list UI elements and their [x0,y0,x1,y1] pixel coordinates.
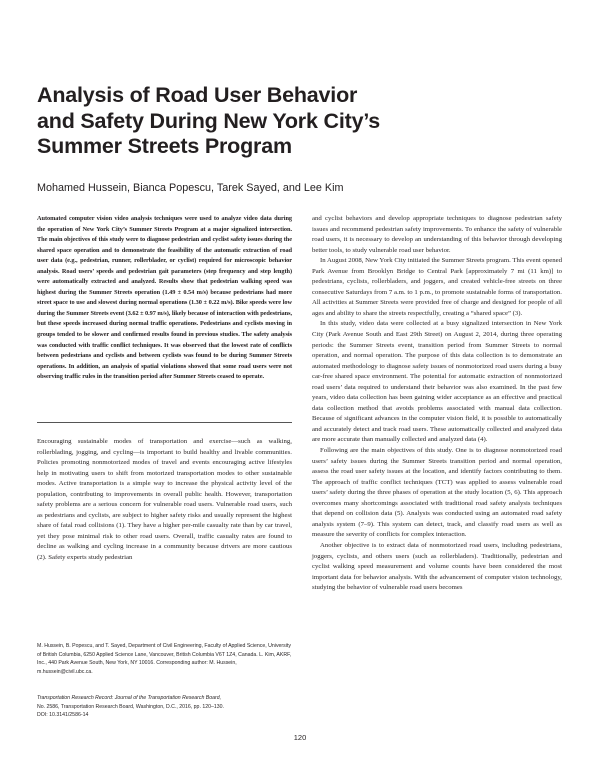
page-number: 120 [293,733,307,742]
abstract: Automated computer vision video analysis techniques were used to analyze video data during the operation of New York City’s Summer Streets Program at a major signalized intersection. The main objectives of this study were to diagnose pedestrian and cyclist safety issues during the shared space operation and to demonstrate the feasibility of the automatic extraction of road user data (e.g., pedestrian, runner, rollerblader, or cyclist) required for microscopic behavior analysis. Road users’ speeds and pedestrian gait parameters (step frequency and step length) were automatically extracted and analyzed. Results show that pedestrian walking speed was highest during the Summer Streets operation (1.49 ± 0.54 m/s) because pedestrians had more street space to use and slowest during normal operations (1.30 ± 0.22 m/s). Bike speeds were low during the Summer Streets event (3.62 ± 0.97 m/s), likely because of interaction with pedestrians, but these speeds increased during normal traffic operations. Pedestrians and cyclists moving in groups tended to be slower and confirmed results found in previous studies. The safety analysis was conducted with traffic conflict techniques. It was observed that the lowest rate of conflicts between pedestrians and cyclists and between cyclists was found to be during Summer Streets operations. In addition, an analysis of spatial violations showed that some road users were not observing traffic rules in the transition period after Summer Streets ceased to operate. [37,215,292,381]
journal-details: No. 2586, Transportation Research Board, Washington, D.C., 2016, pp. 120–130. [37,703,224,710]
intro-paragraph: Encouraging sustainable modes of transportation and exercise—such as walking, rollerblading, jogging, and cycling—is important to build healthy and livable communities. Policies promoting nonmotorized modes of travel and events encouraging active lifestyles help in motivating users to shift from motorized transportation modes to other sustainable modes. Active transportation is a simple way to increase the physical activity level of the population, contributing to improvements in overall public health. However, transportation safety problems are a serious concern for vulnerable road users. Vulnerable road users, such as pedestrians and cyclists, are subject to higher safety risks and usually represent the highest share of fatal road collisions (1). They have a higher per-mile casualty rate than by car travel, yet they pose minimal risk to other road users. Overall, traffic casualty rates are found to decline as walking and cycling increase in a community because drivers are more cautious (2). Safety experts study pedestrian [37,438,292,562]
body-paragraph: and cyclist behaviors and develop appropriate techniques to diagnose pedestrian safety issues and recommend pedestrian safety improvements. To enhance the safety of vulnerable road users, it is necessary to develop an understanding of this behavior through developing better tools, to study vulnerable road user behavior. [312,215,562,254]
title-line: and Safety During New York City’s [37,108,381,133]
journal-citation [37,694,292,720]
journal-title: Transportation Research Record: Journal of the Transportation Research Board, [37,695,222,701]
title-line: Summer Streets Program [37,134,292,158]
body-paragraph: Following are the main objectives of this study. One is to diagnose nonmotorized road users’ safety issues during the Summer Streets transition period and normal operation, assess the road user safety issues at the location, and identify factors contributing to them. The approach of traffic conflict techniques (TCT) was applied to assess vulnerable road users’ safety during the three phases of operation at the study location (5, 6). This approach overcomes many shortcomings associated with traditional road safety analysis techniques that depend on collision data (5). Analysis was conducted using an automated road safety analysis system (7–9). This system can detect, track, and classify road users as well as measure the severity of conflicts for complex interaction. [312,447,562,539]
body-paragraph: In August 2008, New York City initiated the Summer Streets program. This event opened Park Avenue from Brooklyn Bridge to Central Park [approximately 7 mi (11 km)] to pedestrians, cyclists, rollerbladers, and joggers, and created vehicle-free streets on three consecutive Saturdays from 7 a.m. to 1 p.m., to promote sustainable forms of transportation. All activities at Summer Streets were provided free of charge and designed for people of all ages and ability to share the streets respectfully, creating a “shared space” (3). [312,257,562,317]
author-affiliation-footnote: M. Hussein, B. Popescu, and T. Sayed, Department of Civil Engineering, Faculty of Applied Science, University of British Columbia, 6250 Applied Science Lane, Vancouver, British Columbia V6T 1Z4, Canada. L. Kim, AKRF, Inc., 440 Park Avenue South, New York, NY 10016. Corresponding author: M. Hussein, m.hussein@civil.ubc.ca. [37,643,292,675]
author-list: Mohamed Hussein, Bianca Popescu, Tarek Sayed, and Lee Kim [37,182,344,194]
body-paragraph: In this study, video data were collected at a busy signalized intersection in New York City (Park Avenue South and East 29th Street) on August 2, 2014, during three operating periods: the Summer Streets event, transition period from Summer Streets to normal operation, and normal operation. The purpose of this data collection is to demonstrate an automated methodology to diagnose safety issues of nonmotorized road users during a busy car-free shared space environment. The potential for automatic extraction of nonmotorized road users’ data required to understand their behavior was also examined. In the past few years, video data collection has been gaining wider acceptance as an effective and practical data collection method that avoids problems associated with manual data collection. Because of significant advances in the computer vision field, it is possible to automatically and accurately detect and track road users. These automatically collected and analyzed data are more accurate than manually collected and analyzed data (4). [312,320,562,444]
paper-title [37,83,557,160]
abstract-divider [37,422,292,423]
body-paragraph: Another objective is to extract data of nonmotorized road users, including pedestrians, joggers, cyclists, and others users (such as rollerbladers). Traditionally, pedestrian and cyclist walking speed measurement and volume counts have been considered the most important data for behavior analysis. With the advancement of computer vision technology, studying the behavior of vulnerable road users becomes [312,541,562,592]
title-line: Analysis of Road User Behavior [37,83,358,107]
journal-doi: DOI: 10.3141/2586-14 [37,712,89,719]
right-column [312,214,562,594]
